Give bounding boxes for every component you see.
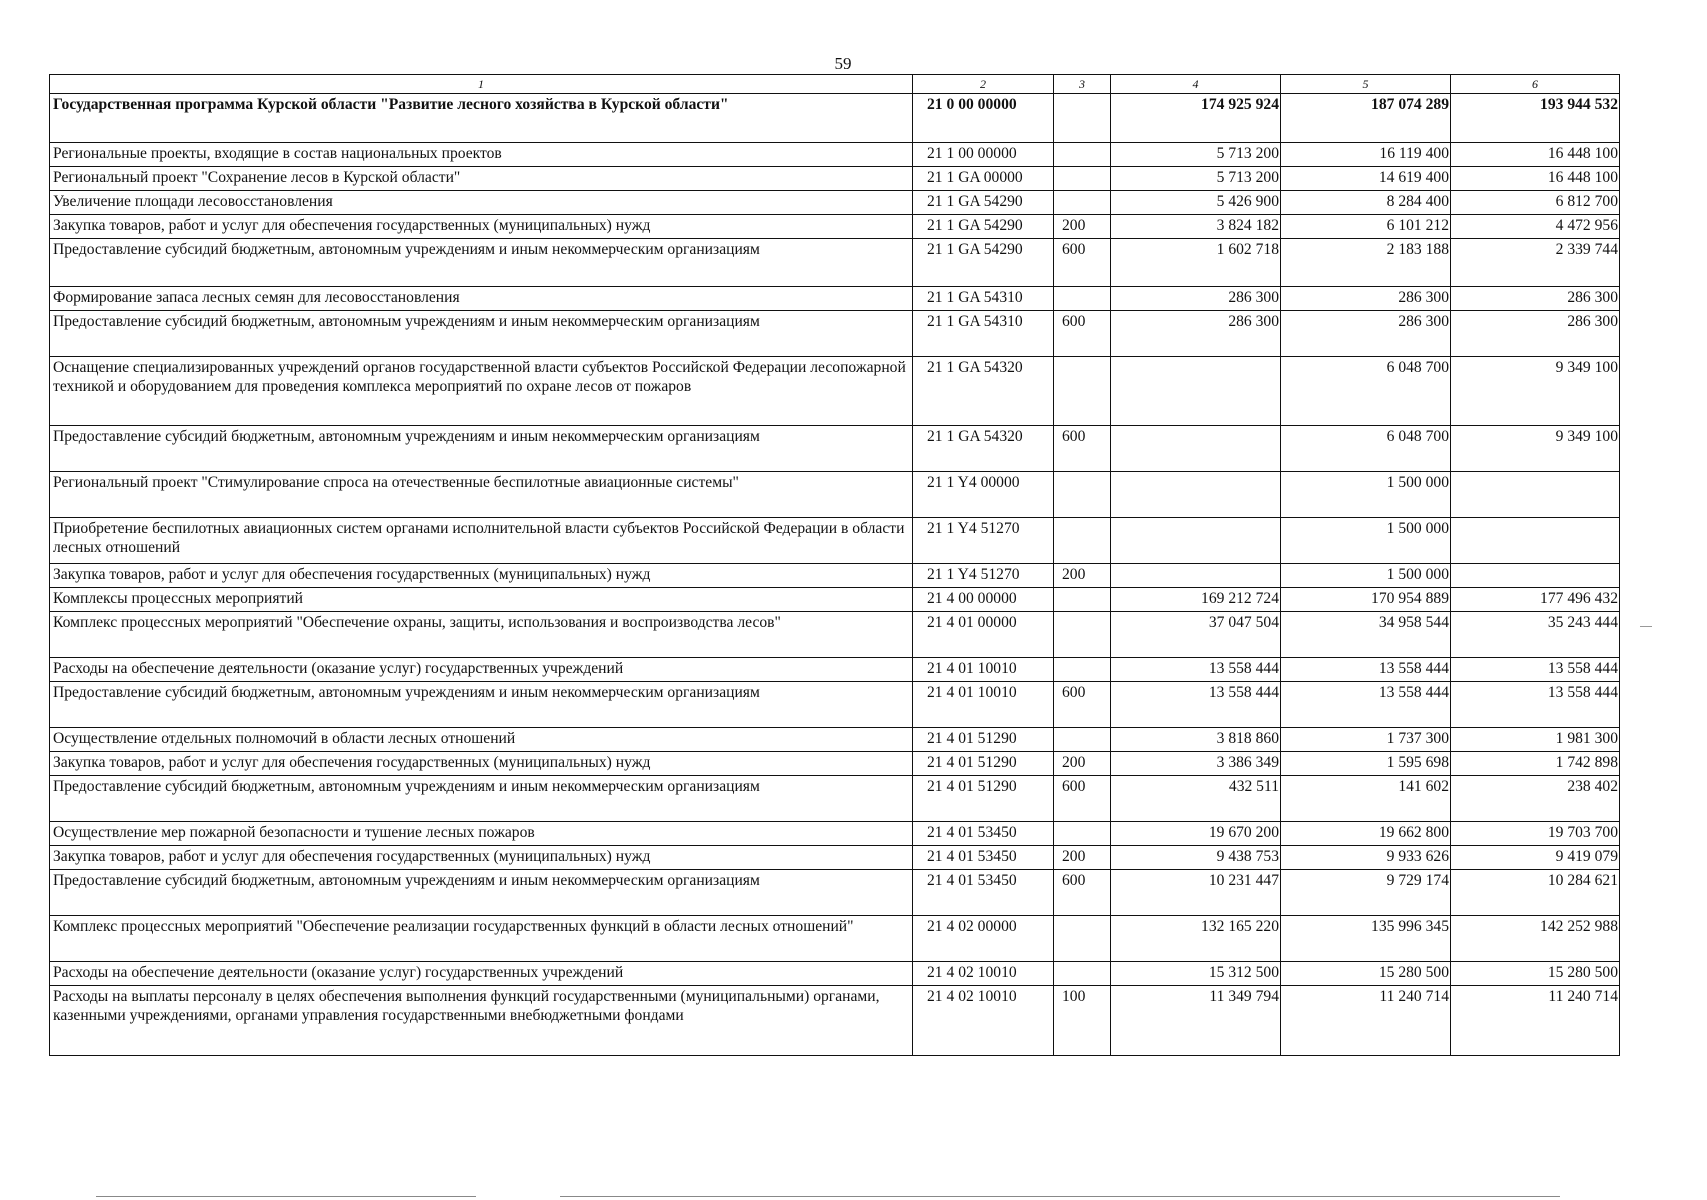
page-number: 59 — [834, 54, 852, 73]
row-value-col5: 1 500 000 — [1281, 518, 1451, 564]
row-code: 21 1 GA 00000 — [913, 167, 1054, 191]
column-number: 6 — [1451, 75, 1620, 94]
row-value-col4: 174 925 924 — [1111, 94, 1281, 143]
row-value-col6: 1 981 300 — [1451, 728, 1620, 752]
row-expense-type: 200 — [1054, 752, 1111, 776]
row-value-col4 — [1111, 426, 1281, 472]
row-value-col5: 2 183 188 — [1281, 239, 1451, 287]
row-code: 21 1 Y4 51270 — [913, 518, 1054, 564]
table-row — [50, 916, 1620, 962]
row-code: 21 1 Y4 51270 — [913, 564, 1054, 588]
table-row — [50, 143, 1620, 167]
table-row — [50, 658, 1620, 682]
row-value-col5: 170 954 889 — [1281, 588, 1451, 612]
row-value-col6: 286 300 — [1451, 311, 1620, 357]
row-name: Предоставление субсидий бюджетным, автономным учреждениям и иным некоммерческим организациям — [50, 776, 913, 822]
row-code: 21 1 00 00000 — [913, 143, 1054, 167]
row-expense-type — [1054, 518, 1111, 564]
row-code: 21 1 GA 54310 — [913, 311, 1054, 357]
row-code: 21 0 00 00000 — [913, 94, 1054, 143]
row-value-col4: 13 558 444 — [1111, 658, 1281, 682]
row-expense-type — [1054, 167, 1111, 191]
row-value-col4: 286 300 — [1111, 311, 1281, 357]
table-row — [50, 986, 1620, 1056]
row-expense-type — [1054, 191, 1111, 215]
row-value-col5: 9 729 174 — [1281, 870, 1451, 916]
row-value-col5: 6 048 700 — [1281, 426, 1451, 472]
column-number: 2 — [913, 75, 1054, 94]
row-value-col4 — [1111, 357, 1281, 426]
row-expense-type: 600 — [1054, 311, 1111, 357]
row-value-col4: 10 231 447 — [1111, 870, 1281, 916]
table-row — [50, 215, 1620, 239]
row-expense-type: 100 — [1054, 986, 1111, 1056]
row-value-col6: 9 419 079 — [1451, 846, 1620, 870]
row-code: 21 4 01 00000 — [913, 612, 1054, 658]
table-row — [50, 564, 1620, 588]
row-value-col4: 432 511 — [1111, 776, 1281, 822]
row-name: Закупка товаров, работ и услуг для обеспечения государственных (муниципальных) нужд — [50, 846, 913, 870]
row-value-col4: 5 713 200 — [1111, 143, 1281, 167]
row-value-col5: 19 662 800 — [1281, 822, 1451, 846]
row-code: 21 4 01 53450 — [913, 846, 1054, 870]
row-name: Закупка товаров, работ и услуг для обеспечения государственных (муниципальных) нужд — [50, 564, 913, 588]
row-value-col5: 6 101 212 — [1281, 215, 1451, 239]
row-name: Предоставление субсидий бюджетным, автономным учреждениям и иным некоммерческим организациям — [50, 426, 913, 472]
row-value-col6: 16 448 100 — [1451, 143, 1620, 167]
row-code: 21 1 Y4 00000 — [913, 472, 1054, 518]
row-name: Предоставление субсидий бюджетным, автономным учреждениям и иным некоммерческим организациям — [50, 239, 913, 287]
row-value-col5: 6 048 700 — [1281, 357, 1451, 426]
row-value-col5: 11 240 714 — [1281, 986, 1451, 1056]
row-code: 21 4 01 51290 — [913, 776, 1054, 822]
table-row — [50, 191, 1620, 215]
row-expense-type — [1054, 588, 1111, 612]
row-value-col6: 35 243 444 — [1451, 612, 1620, 658]
row-name: Комплексы процессных мероприятий — [50, 588, 913, 612]
table-row — [50, 846, 1620, 870]
row-expense-type: 200 — [1054, 846, 1111, 870]
row-name: Формирование запаса лесных семян для лесовосстановления — [50, 287, 913, 311]
row-value-col4: 9 438 753 — [1111, 846, 1281, 870]
row-expense-type: 600 — [1054, 870, 1111, 916]
row-value-col5: 135 996 345 — [1281, 916, 1451, 962]
row-code: 21 4 02 10010 — [913, 986, 1054, 1056]
column-number-row — [50, 75, 1620, 94]
row-value-col5: 141 602 — [1281, 776, 1451, 822]
row-value-col6: 10 284 621 — [1451, 870, 1620, 916]
row-name: Оснащение специализированных учреждений органов государственной власти субъектов Российской Федерации лесопожарной техникой и оборудованием для проведения комплекса мероприятий по охране лесов от пожаров — [50, 357, 913, 426]
row-expense-type — [1054, 658, 1111, 682]
table-row — [50, 870, 1620, 916]
row-value-col4 — [1111, 518, 1281, 564]
table-row — [50, 612, 1620, 658]
table-row — [50, 239, 1620, 287]
budget-table — [49, 74, 1620, 1056]
table-row — [50, 728, 1620, 752]
table-row — [50, 167, 1620, 191]
scan-edge-line — [96, 1196, 476, 1197]
table-row — [50, 776, 1620, 822]
row-value-col6: 238 402 — [1451, 776, 1620, 822]
column-number: 4 — [1111, 75, 1281, 94]
row-code: 21 1 GA 54290 — [913, 191, 1054, 215]
row-code: 21 1 GA 54290 — [913, 215, 1054, 239]
row-value-col6: 15 280 500 — [1451, 962, 1620, 986]
row-code: 21 1 GA 54320 — [913, 357, 1054, 426]
row-value-col6: 2 339 744 — [1451, 239, 1620, 287]
row-value-col4: 3 818 860 — [1111, 728, 1281, 752]
row-name: Предоставление субсидий бюджетным, автономным учреждениям и иным некоммерческим организациям — [50, 682, 913, 728]
row-expense-type — [1054, 357, 1111, 426]
row-value-col4: 5 426 900 — [1111, 191, 1281, 215]
row-name: Региональный проект "Сохранение лесов в Курской области" — [50, 167, 913, 191]
row-expense-type — [1054, 94, 1111, 143]
row-expense-type: 200 — [1054, 215, 1111, 239]
row-value-col6: 193 944 532 — [1451, 94, 1620, 143]
row-name: Государственная программа Курской области "Развитие лесного хозяйства в Курской области" — [50, 94, 913, 143]
table-row — [50, 518, 1620, 564]
row-name: Региональные проекты, входящие в состав национальных проектов — [50, 143, 913, 167]
row-value-col6: 13 558 444 — [1451, 682, 1620, 728]
row-name: Осуществление отдельных полномочий в области лесных отношений — [50, 728, 913, 752]
row-value-col6 — [1451, 564, 1620, 588]
row-value-col5: 8 284 400 — [1281, 191, 1451, 215]
row-value-col5: 15 280 500 — [1281, 962, 1451, 986]
row-code: 21 4 01 10010 — [913, 658, 1054, 682]
row-value-col4: 3 386 349 — [1111, 752, 1281, 776]
row-value-col4: 11 349 794 — [1111, 986, 1281, 1056]
column-number: 5 — [1281, 75, 1451, 94]
row-name: Расходы на выплаты персоналу в целях обеспечения выполнения функций государственными (муниципальными) органами, казенными учреждениями, органами управления государственными внебюджетными фондами — [50, 986, 913, 1056]
row-name: Комплекс процессных мероприятий "Обеспечение охраны, защиты, использования и воспроизводства лесов" — [50, 612, 913, 658]
column-number: 1 — [50, 75, 913, 94]
row-expense-type — [1054, 143, 1111, 167]
row-value-col5: 34 958 544 — [1281, 612, 1451, 658]
row-name: Осуществление мер пожарной безопасности и тушение лесных пожаров — [50, 822, 913, 846]
row-expense-type — [1054, 916, 1111, 962]
row-code: 21 1 GA 54320 — [913, 426, 1054, 472]
table-row — [50, 752, 1620, 776]
row-code: 21 4 00 00000 — [913, 588, 1054, 612]
scan-mark — [1640, 626, 1652, 627]
row-value-col4: 15 312 500 — [1111, 962, 1281, 986]
table-row — [50, 357, 1620, 426]
row-name: Предоставление субсидий бюджетным, автономным учреждениям и иным некоммерческим организациям — [50, 311, 913, 357]
row-value-col6: 9 349 100 — [1451, 426, 1620, 472]
row-value-col6: 142 252 988 — [1451, 916, 1620, 962]
row-value-col5: 1 500 000 — [1281, 472, 1451, 518]
table-row — [50, 94, 1620, 143]
table-row — [50, 588, 1620, 612]
row-expense-type — [1054, 612, 1111, 658]
row-name: Приобретение беспилотных авиационных систем органами исполнительной власти субъектов Российской Федерации в области лесных отношений — [50, 518, 913, 564]
row-value-col6: 6 812 700 — [1451, 191, 1620, 215]
row-name: Расходы на обеспечение деятельности (оказание услуг) государственных учреждений — [50, 658, 913, 682]
row-expense-type — [1054, 472, 1111, 518]
row-value-col6: 19 703 700 — [1451, 822, 1620, 846]
row-value-col5: 1 595 698 — [1281, 752, 1451, 776]
row-code: 21 1 GA 54310 — [913, 287, 1054, 311]
row-name: Расходы на обеспечение деятельности (оказание услуг) государственных учреждений — [50, 962, 913, 986]
row-value-col4 — [1111, 472, 1281, 518]
row-value-col6: 11 240 714 — [1451, 986, 1620, 1056]
row-value-col5: 13 558 444 — [1281, 682, 1451, 728]
row-value-col4: 3 824 182 — [1111, 215, 1281, 239]
row-value-col6: 4 472 956 — [1451, 215, 1620, 239]
row-value-col4: 169 212 724 — [1111, 588, 1281, 612]
row-value-col4: 37 047 504 — [1111, 612, 1281, 658]
row-value-col4 — [1111, 564, 1281, 588]
row-code: 21 4 01 53450 — [913, 822, 1054, 846]
row-expense-type — [1054, 822, 1111, 846]
row-code: 21 4 01 10010 — [913, 682, 1054, 728]
row-value-col5: 16 119 400 — [1281, 143, 1451, 167]
row-value-col4: 19 670 200 — [1111, 822, 1281, 846]
row-value-col6: 177 496 432 — [1451, 588, 1620, 612]
row-name: Комплекс процессных мероприятий "Обеспечение реализации государственных функций в области лесных отношений" — [50, 916, 913, 962]
row-code: 21 1 GA 54290 — [913, 239, 1054, 287]
row-value-col6: 1 742 898 — [1451, 752, 1620, 776]
table-row — [50, 287, 1620, 311]
row-expense-type — [1054, 287, 1111, 311]
row-expense-type — [1054, 962, 1111, 986]
row-expense-type: 600 — [1054, 426, 1111, 472]
row-code: 21 4 01 51290 — [913, 728, 1054, 752]
row-value-col5: 14 619 400 — [1281, 167, 1451, 191]
row-value-col4: 1 602 718 — [1111, 239, 1281, 287]
table-row — [50, 962, 1620, 986]
row-value-col6: 13 558 444 — [1451, 658, 1620, 682]
row-value-col6: 286 300 — [1451, 287, 1620, 311]
row-name: Увеличение площади лесовосстановления — [50, 191, 913, 215]
row-value-col6: 9 349 100 — [1451, 357, 1620, 426]
row-code: 21 4 02 00000 — [913, 916, 1054, 962]
row-value-col6 — [1451, 518, 1620, 564]
table-row — [50, 311, 1620, 357]
row-value-col5: 187 074 289 — [1281, 94, 1451, 143]
scan-edge-line — [560, 1196, 1560, 1197]
row-value-col5: 286 300 — [1281, 287, 1451, 311]
row-expense-type: 200 — [1054, 564, 1111, 588]
table-row — [50, 682, 1620, 728]
row-expense-type: 600 — [1054, 239, 1111, 287]
row-value-col5: 1 737 300 — [1281, 728, 1451, 752]
row-value-col6 — [1451, 472, 1620, 518]
row-expense-type — [1054, 728, 1111, 752]
row-expense-type: 600 — [1054, 776, 1111, 822]
row-expense-type: 600 — [1054, 682, 1111, 728]
row-value-col4: 5 713 200 — [1111, 167, 1281, 191]
row-code: 21 4 01 51290 — [913, 752, 1054, 776]
row-value-col5: 286 300 — [1281, 311, 1451, 357]
table-body — [50, 94, 1620, 1056]
row-name: Предоставление субсидий бюджетным, автономным учреждениям и иным некоммерческим организациям — [50, 870, 913, 916]
row-value-col5: 1 500 000 — [1281, 564, 1451, 588]
column-number: 3 — [1054, 75, 1111, 94]
table-row — [50, 426, 1620, 472]
row-name: Региональный проект "Стимулирование спроса на отечественные беспилотные авиационные системы" — [50, 472, 913, 518]
row-name: Закупка товаров, работ и услуг для обеспечения государственных (муниципальных) нужд — [50, 752, 913, 776]
row-name: Закупка товаров, работ и услуг для обеспечения государственных (муниципальных) нужд — [50, 215, 913, 239]
table-row — [50, 822, 1620, 846]
row-value-col6: 16 448 100 — [1451, 167, 1620, 191]
row-code: 21 4 02 10010 — [913, 962, 1054, 986]
row-value-col4: 286 300 — [1111, 287, 1281, 311]
row-value-col4: 132 165 220 — [1111, 916, 1281, 962]
table-row — [50, 472, 1620, 518]
row-value-col4: 13 558 444 — [1111, 682, 1281, 728]
row-value-col5: 13 558 444 — [1281, 658, 1451, 682]
row-code: 21 4 01 53450 — [913, 870, 1054, 916]
row-value-col5: 9 933 626 — [1281, 846, 1451, 870]
